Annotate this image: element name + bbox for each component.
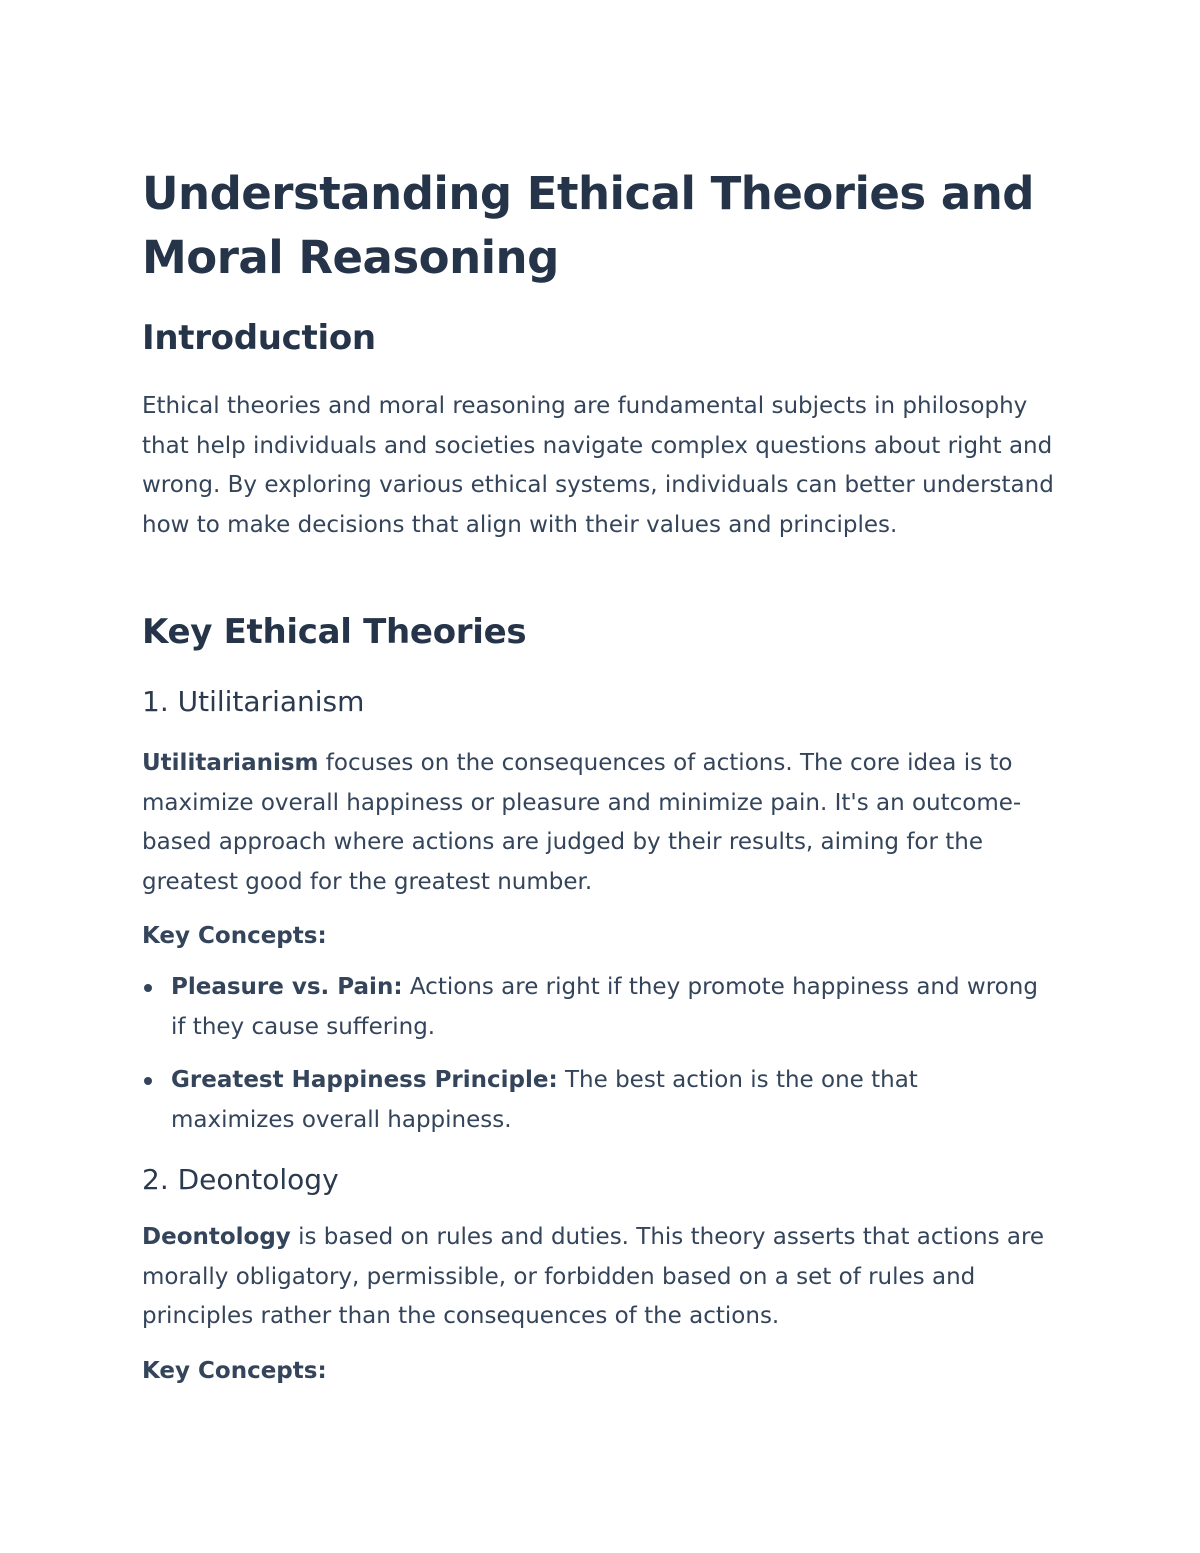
utilitarianism-heading: 1. Utilitarianism (142, 685, 365, 718)
concept-term: Greatest Happiness Principle: (171, 1067, 558, 1094)
concept-description: Actions are right if they promote happiness and wrong if they cause suffering. (171, 974, 1038, 1040)
deontology-key-concepts-label: Key Concepts: (142, 1358, 327, 1384)
concept-description: The best action is the one that maximizes overall happiness. (171, 1067, 918, 1133)
deontology-term: Deontology (142, 1224, 291, 1250)
utilitarianism-term: Utilitarianism (142, 750, 319, 776)
bullet-icon (144, 984, 152, 992)
list-item (142, 1061, 1042, 1140)
deontology-heading: 2. Deontology (142, 1163, 339, 1196)
list-item (142, 968, 1042, 1047)
utilitarianism-description: focuses on the consequences of actions. The core idea is to maximize overall happiness or pleasure and minimize pain. It's an outcome-based approach where actions are judged by their results, aiming for the greatest good for the greatest number. (142, 750, 1022, 895)
introduction-paragraph: Ethical theories and moral reasoning are fundamental subjects in philosophy that help individuals and societies navigate complex questions about right and wrong. By exploring various ethical systems, individuals can better understand how to make decisions that align with their values and principles. (142, 393, 1054, 538)
utilitarianism-concepts-list (142, 968, 1042, 1140)
utilitarianism-paragraph (142, 744, 1072, 902)
bullet-icon (144, 1077, 152, 1085)
utilitarianism-key-concepts-label: Key Concepts: (142, 923, 327, 949)
introduction-heading: Introduction (142, 318, 376, 358)
key-theories-heading: Key Ethical Theories (142, 612, 527, 652)
concept-term: Pleasure vs. Pain: (171, 974, 403, 1000)
deontology-paragraph (142, 1218, 1072, 1337)
deontology-description: is based on rules and duties. This theory asserts that actions are morally obligatory, permissible, or forbidden based on a set of rules and principles rather than the consequences of the actions. (142, 1224, 1045, 1330)
document-title: Understanding Ethical Theories and Moral Reasoning (142, 167, 1034, 284)
